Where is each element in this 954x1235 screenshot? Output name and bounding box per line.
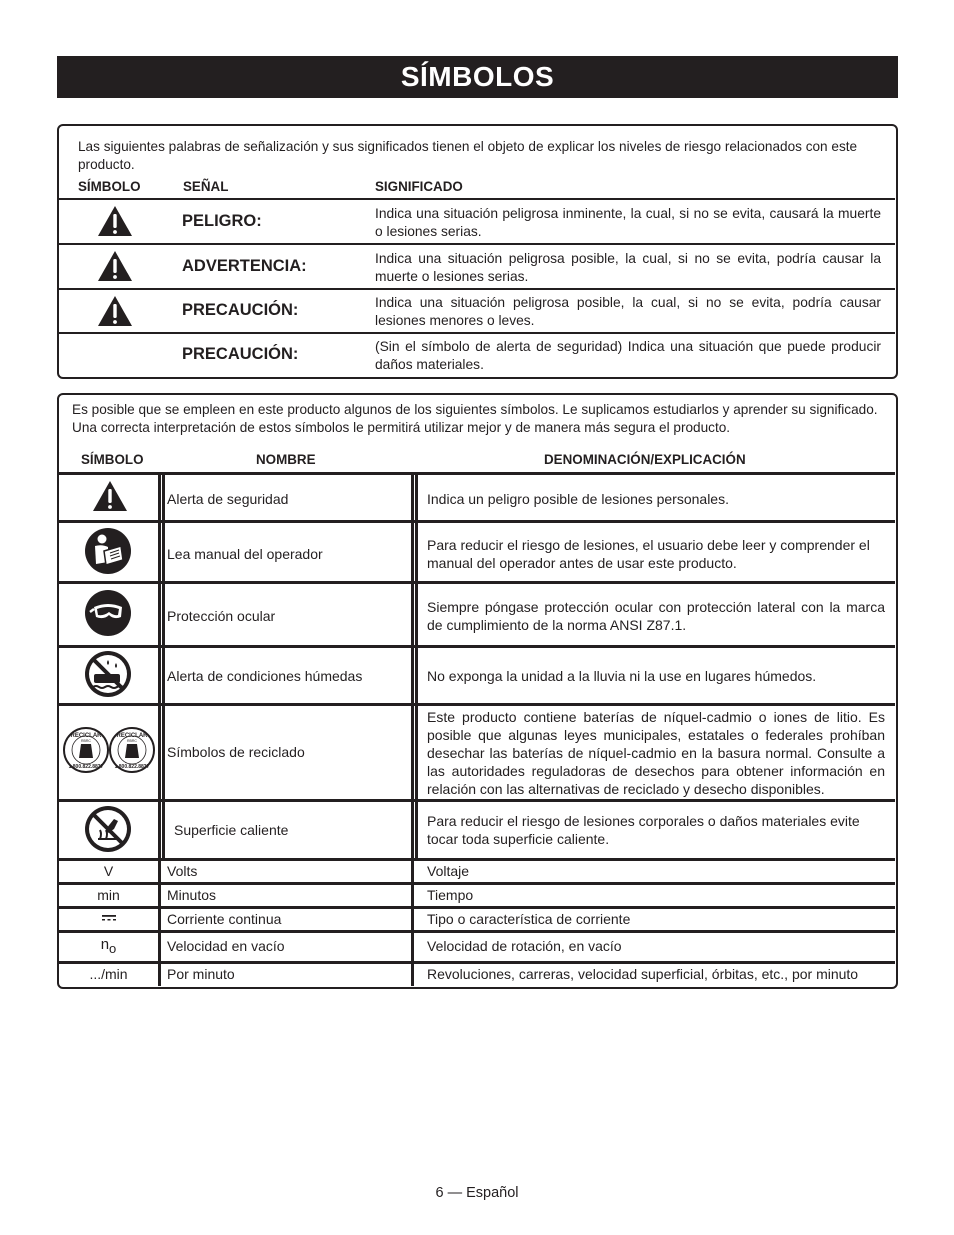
symbol-name: Velocidad en vacío [167, 938, 285, 954]
wet-conditions-icon [84, 650, 132, 698]
symbol-desc: Este producto contiene baterías de níquel-cadmio o iones de litio. Es posible que algunas leyes municipales, estatales o federales prohíban desechar las baterías de níquel-cadmio en la basura normal. Consulte a las autoridades reguladoras de desechos para obtener información en relación con las alternativas de reciclado y desecho disponibles. [427, 709, 885, 797]
table-column-rule [162, 472, 165, 858]
symbol-desc: Tipo o característica de corriente [427, 911, 631, 927]
signal-desc: Indica una situación peligrosa posible, la cual, si no se evita, podría causar la muerte o lesiones serias. [375, 251, 881, 284]
eye-protection-icon [84, 589, 132, 637]
table-column-rule [411, 472, 414, 986]
signal-row-precaucion [59, 288, 895, 332]
signal-row-peligro [59, 198, 895, 243]
table-rule [59, 906, 895, 909]
hot-surface-icon [84, 805, 132, 853]
symbol-name: Lea manual del operador [167, 546, 323, 562]
symbol-name: Alerta de condiciones húmedas [167, 668, 363, 684]
table-rule [59, 930, 895, 933]
symbol-desc: Siempre póngase protección ocular con protección lateral con la marca de cumplimiento de la norma ANSI Z87.1. [427, 599, 885, 633]
warning-triangle-icon [97, 250, 133, 282]
symbol-desc: Para reducir el riesgo de lesiones, el usuario debe leer y comprender el manual del operador antes de usar este producto. [427, 537, 870, 571]
signal-label: PRECAUCIÓN: [182, 301, 299, 319]
symbol-text: V [103, 863, 114, 879]
header-denominacion: DENOMINACIÓN/EXPLICACIÓN [544, 452, 746, 467]
signal-row-advertencia [59, 243, 895, 288]
page-footer: 6 — Español [435, 1185, 519, 1201]
read-manual-icon [84, 527, 132, 575]
symbol-desc: Velocidad de rotación, en vacío [427, 938, 622, 954]
symbol-name: Símbolos de reciclado [167, 744, 305, 760]
table-rule [59, 858, 895, 861]
svg-text:RECICLAR: RECICLAR [116, 733, 148, 739]
table-column-rule [158, 472, 161, 986]
symbol-desc: Revoluciones, carreras, velocidad superficial, órbitas, etc., por minuto [427, 966, 859, 982]
signal-label: ADVERTENCIA: [182, 257, 307, 275]
svg-text:RBRC: RBRC [127, 739, 137, 743]
recycle-seal-icon [62, 725, 156, 775]
signal-desc: Indica una situación peligrosa posible, la cual, si no se evita, podría causar lesiones menores o leves. [375, 295, 881, 328]
page-title: SÍMBOLOS [57, 56, 898, 98]
symbol-name: Minutos [167, 887, 217, 903]
header-simbolo: SÍMBOLO [78, 179, 141, 194]
symbol-desc: Tiempo [427, 887, 474, 903]
table-column-rule [415, 472, 418, 858]
symbol-desc: Voltaje [427, 863, 470, 879]
table-rule [59, 799, 895, 802]
table-rule [59, 703, 895, 706]
table-rule [59, 645, 895, 648]
symbols-box [57, 393, 898, 989]
signal-intro: Las siguientes palabras de señalización y sus significados tienen el objeto de explicar los niveles de riesgo relacionados con este producto. [78, 139, 858, 172]
table-rule [59, 961, 895, 964]
table-rule [59, 581, 895, 584]
table-rule [59, 472, 895, 475]
symbol-name: Protección ocular [167, 608, 276, 624]
symbol-name: Superficie caliente [174, 822, 289, 838]
header-simbolo: SÍMBOLO [81, 452, 144, 467]
table-rule [59, 882, 895, 885]
symbol-name: Corriente continua [167, 911, 282, 927]
symbol-desc: Para reducir el riesgo de lesiones corporales o daños materiales evite tocar toda superficie caliente. [427, 813, 860, 847]
direct-current-icon [101, 913, 117, 923]
symbol-name: Por minuto [167, 966, 235, 982]
signal-row-precaucion-property [59, 332, 895, 376]
warning-triangle-icon [92, 479, 128, 513]
signal-words-box [57, 124, 898, 379]
signal-label: PRECAUCIÓN: [182, 345, 299, 363]
svg-text:RECICLAR: RECICLAR [70, 733, 102, 739]
warning-triangle-icon [97, 205, 133, 237]
header-nombre: NOMBRE [256, 452, 316, 467]
symbol-desc: No exponga la unidad a la lluvia ni la use en lugares húmedos. [427, 668, 817, 684]
symbol-text: .../min [89, 966, 128, 982]
symbols-intro: Es posible que se empleen en este producto algunos de los siguientes símbolos. Le suplicamos estudiarlos y aprender su significado. Una correcta interpretación de estos símbolos le permitirá utilizar mejor y de manera más segura el producto. [72, 402, 878, 435]
symbol-text: min [97, 887, 120, 903]
svg-text:1.800.822.8837: 1.800.822.8837 [114, 764, 150, 770]
signal-desc: Indica una situación peligrosa inminente, la cual, si no se evita, causará la muerte o lesiones serias. [375, 206, 881, 239]
signal-label: PELIGRO: [182, 212, 262, 230]
no-load-speed-symbol: $n_o$ [100, 936, 117, 956]
table-rule [59, 520, 895, 523]
symbol-name: Alerta de seguridad [167, 491, 289, 507]
svg-text:1.800.822.8837: 1.800.822.8837 [68, 764, 104, 770]
signal-desc: (Sin el símbolo de alerta de seguridad) Indica una situación que puede producir daños materiales. [375, 339, 881, 372]
symbol-name: Volts [167, 863, 198, 879]
svg-text:RBRC: RBRC [81, 739, 91, 743]
symbol-desc: Indica un peligro posible de lesiones personales. [427, 491, 729, 507]
warning-triangle-icon [97, 295, 133, 327]
header-senal: SEÑAL [183, 179, 229, 194]
header-significado: SIGNIFICADO [375, 179, 463, 194]
